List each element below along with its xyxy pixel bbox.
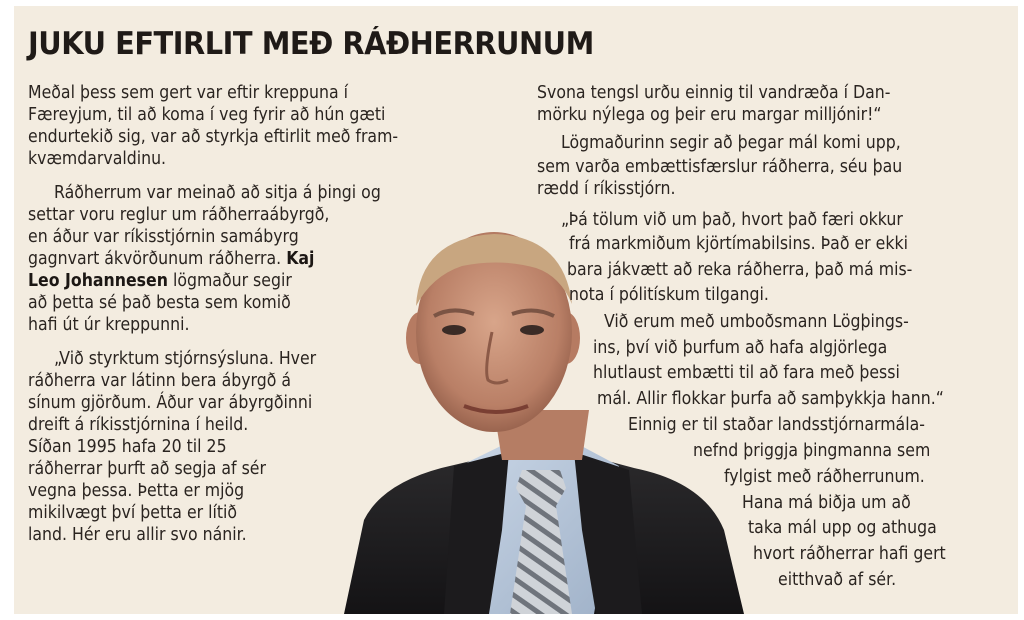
body-line: dreift á ríkisstjórnina í heild.	[28, 415, 249, 435]
body-line: ins, því við þurfum að hafa algjörlega	[593, 338, 888, 358]
body-line: hafi út úr kreppunni.	[28, 315, 190, 335]
body-line: ráðherra var látinn bera ábyrgð á	[28, 371, 292, 391]
body-line: mikilvægt því þetta er lítið	[28, 503, 238, 523]
body-line: ráðherrar þurft að segja af sér	[28, 459, 266, 479]
body-line: mál. Allir flokkar þurfa að samþykkja hann.“	[597, 389, 944, 409]
body-line: „Við styrktum stjórnsýsluna. Hver	[54, 349, 317, 369]
body-line: „Þá tölum við um það, hvort það færi okkur	[561, 210, 903, 230]
body-line: kvæmdarvaldinu.	[28, 149, 167, 169]
body-line: frá markmiðum kjörtímabilsins. Það er ekki	[569, 234, 908, 254]
body-line: Einnig er til staðar landsstjórnarmála-	[628, 415, 925, 435]
body-line: en áður var ríkisstjórnin samábyrg	[28, 227, 299, 247]
body-line: Svona tengsl urðu einnig til vandræða í Dan-	[537, 83, 891, 103]
body-line: Hana má biðja um að	[742, 493, 911, 513]
body-line: land. Hér eru allir svo nánir.	[28, 525, 247, 545]
article-headline: JUKU EFTIRLIT MEÐ RÁÐHERRUNUM	[28, 26, 594, 62]
body-line: fylgist með ráðherrunum.	[724, 467, 925, 487]
body-line: bara jákvætt að reka ráðherra, það má mis-	[567, 260, 913, 280]
body-line: mörku nýlega og þeir eru margar milljónir!“	[537, 105, 882, 125]
person-name: Leo Johannesen	[28, 271, 168, 291]
body-text: gagnvart ákvörðunum ráðherra.	[28, 249, 282, 269]
body-line: Síðan 1995 hafa 20 til 25	[28, 437, 227, 457]
body-line: nefnd þriggja þingmanna sem	[693, 441, 931, 461]
body-line	[28, 270, 292, 292]
body-line: Við erum með umboðsmann Lögþings-	[604, 312, 909, 332]
body-line: settar voru reglur um ráðherraábyrgð,	[28, 205, 330, 225]
body-line: nota í pólitískum tilgangi.	[569, 285, 769, 305]
body-line: taka mál upp og athuga	[748, 518, 937, 538]
body-line: sínum gjörðum. Áður var ábyrgðinni	[28, 393, 313, 413]
body-line: endurtekið sig, var að styrkja eftirlit með fram-	[28, 127, 399, 147]
body-line: sem varða embættisfærslur ráðherra, séu þau	[537, 157, 903, 177]
body-line: eitthvað af sér.	[778, 570, 897, 590]
body-line: Ráðherrum var meinað að sitja á þingi og	[54, 183, 381, 203]
body-line: Færeyjum, til að koma í veg fyrir að hún gæti	[28, 105, 386, 125]
body-line: Lögmaðurinn segir að þegar mál komi upp,	[561, 133, 901, 153]
body-line	[28, 248, 314, 270]
article-clipping	[14, 6, 1018, 614]
body-text: lögmaður segir	[172, 271, 292, 291]
body-line: rædd í ríkisstjórn.	[537, 179, 676, 199]
body-line: Meðal þess sem gert var eftir kreppuna í	[28, 83, 349, 103]
body-line: hlutlaust embætti til að fara með þessi	[593, 363, 900, 383]
body-line: vegna þessa. Þetta er mjög	[28, 481, 245, 501]
person-name: Kaj	[286, 249, 315, 269]
body-line: hvort ráðherrar hafi gert	[753, 544, 946, 564]
body-line: að þetta sé það besta sem komið	[28, 293, 291, 313]
